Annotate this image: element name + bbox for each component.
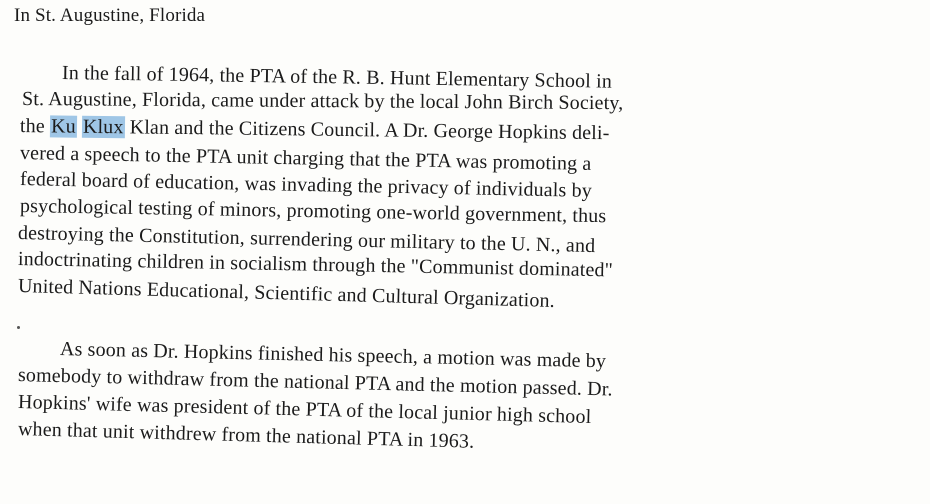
line-text-segment: Klan and the Citizens Council. A Dr. George Hopkins deli- [124, 116, 610, 145]
highlighted-word-ku[interactable]: Ku [50, 115, 76, 138]
paragraph-1-line-6: psychological testing of minors, promoting one-world government, thus [19, 195, 607, 228]
paragraph-1-line-4: vered a speech to the PTA unit charging that the PTA was promoting a [19, 142, 592, 175]
paragraph-1-line-9: United Nations Educational, Scientific and Cultural Organization. [17, 275, 556, 312]
stray-mark [17, 326, 20, 329]
highlighted-word-klux[interactable]: Klux [82, 115, 124, 139]
paragraph-1-line-7: destroying the Constitution, surrendering our military to the U. N., and [17, 222, 596, 258]
paragraph-1-line-8: indoctrinating children in socialism through the "Communist dominated" [17, 248, 614, 282]
paragraph-2-line-3: Hopkins' wife was president of the PTA of the local junior high school [17, 391, 592, 429]
line-text-segment: the [19, 115, 51, 138]
paragraph-2-line-2: somebody to withdraw from the national PTA and the motion passed. Dr. [17, 364, 613, 401]
paragraph-1-line-1: In the fall of 1964, the PTA of the R. B. Hunt Elementary School in [61, 62, 613, 93]
paragraph-2-line-4: when that unit withdrew from the national PTA in 1963. [17, 418, 475, 453]
paragraph-1-line-3 [20, 115, 610, 145]
paragraph-2-line-1: As soon as Dr. Hopkins finished his speech, a motion was made by [59, 338, 607, 373]
paragraph-1-line-5: federal board of education, was invading the privacy of individuals by [19, 168, 593, 202]
paragraph-1-line-2: St. Augustine, Florida, came under attack by the local John Birch Society, [21, 88, 624, 115]
section-heading: In St. Augustine, Florida [14, 5, 206, 26]
